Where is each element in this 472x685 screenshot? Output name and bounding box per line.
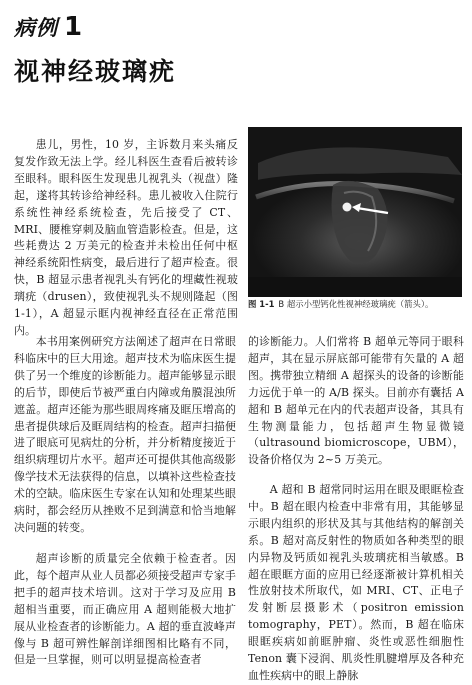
- page-title: 视神经玻璃疣: [14, 57, 177, 86]
- right-column-paragraph-2: A 超和 B 超常同时运用在眼及眼眶检查中。B 超在眼内检查中非常有用，其能够显示眼内组织的形状及其与其他结构的解剖关系。B 超对高反射性的物质如各种类型的眼内异物及钙质如视乳头玻璃疣相当敏感。B 超在眼眶方面的应用已经逐渐被计算机相关性放射技术所取代，如 MRI、CT、正电子发射断层摄影术（positron emission tomography，PET）。然而，B 超在临床眼眶疾病如前眶肿瘤、炎性或恶性细胞性 Tenon 囊下浸润、肌炎性肌腱增厚及各种充血性疾病中的眼上静脉: [248, 483, 464, 682]
- right-column-paragraph: 的诊断能力。人们常将 B 超单元等同于眼科超声，其在显示屏底部可能带有矢量的 A 超图。携带独立精细 A 超探头的设备的诊断能力远优于单一的 A/B 探头。目前亦有囊括 A 超和 B 超单元在内的代表超声设备，其具有生物测量能力，包括超声生物显微镜（ultrasound biomicroscope，UBM），设备价格仅为 2~5 万美元。: [248, 335, 464, 467]
- case-word: 病例: [14, 16, 58, 40]
- ultrasound-figure: [248, 127, 462, 297]
- left-column-paragraph-2: 超声诊断的质量完全依赖于检查者。因此，每个超声从业人员都必须接受超声专家手把手的超声技术培训。这对于学习及应用 B 超相当重要，而正确应用 A 超则能极大地扩展从业检查者的诊断能力。A 超的垂直波峰声像与 B 超可辨性解剖详细图相比略有不同，但是一旦掌握，则可以明显提高检查者: [14, 552, 236, 667]
- figure-caption-text: B 超示小型钙化性视神经玻璃疣（箭头）。: [278, 299, 434, 309]
- left-column-paragraph: 本书用案例研究方法阐述了超声在日常眼科临床中的巨大用途。超声技术为临床医生提供了另一个维度的诊断能力。超声能够显示眼的后节，即使后节被严重白内障或角膜混浊所遮盖。超声还能为那些眼周疼痛及眶压增高的患者提供球后及眶周结构的检查。超声扫描便进了眼底可见病灶的分析，并分析精度接近于组织病理切片水平。超声还可提供其他高级影像学技术无法获得的信息，以填补这些检查技术的空缺。临床医生专家在认知和处理某些眼病时，都会经历从挫败不足到满意和恰当地解决问题的转变。: [14, 335, 236, 534]
- ultrasound-image: [248, 127, 462, 297]
- figure-number: 图 1-1: [248, 299, 275, 309]
- figure-caption: [248, 298, 464, 310]
- case-label: [14, 12, 83, 42]
- case-intro-paragraph: 患儿，男性，10 岁，主诉数月来头痛反复发作致无法上学。经儿科医生查看后被转诊至眼科。眼科医生发现患儿视乳头（视盘）隆起，遂将其转诊给神经科。患儿被收入住院行系统性神经系统检查，先后接受了 CT、MRI、腰椎穿刺及脑血管造影检查。但是，这些耗费达 2 万美元的检查并未检出任何中枢神经系统阳性病变，最后进行了超声检查。很快，B 超显示患者视乳头有钙化的埋藏性视玻璃疣（drusen），致使视乳头不规则隆起（图 1-1），A 超显示眶内视神经直径在正常范围内。: [14, 138, 238, 337]
- calcified-drusen-spot: [343, 203, 352, 212]
- case-number: 1: [64, 12, 84, 42]
